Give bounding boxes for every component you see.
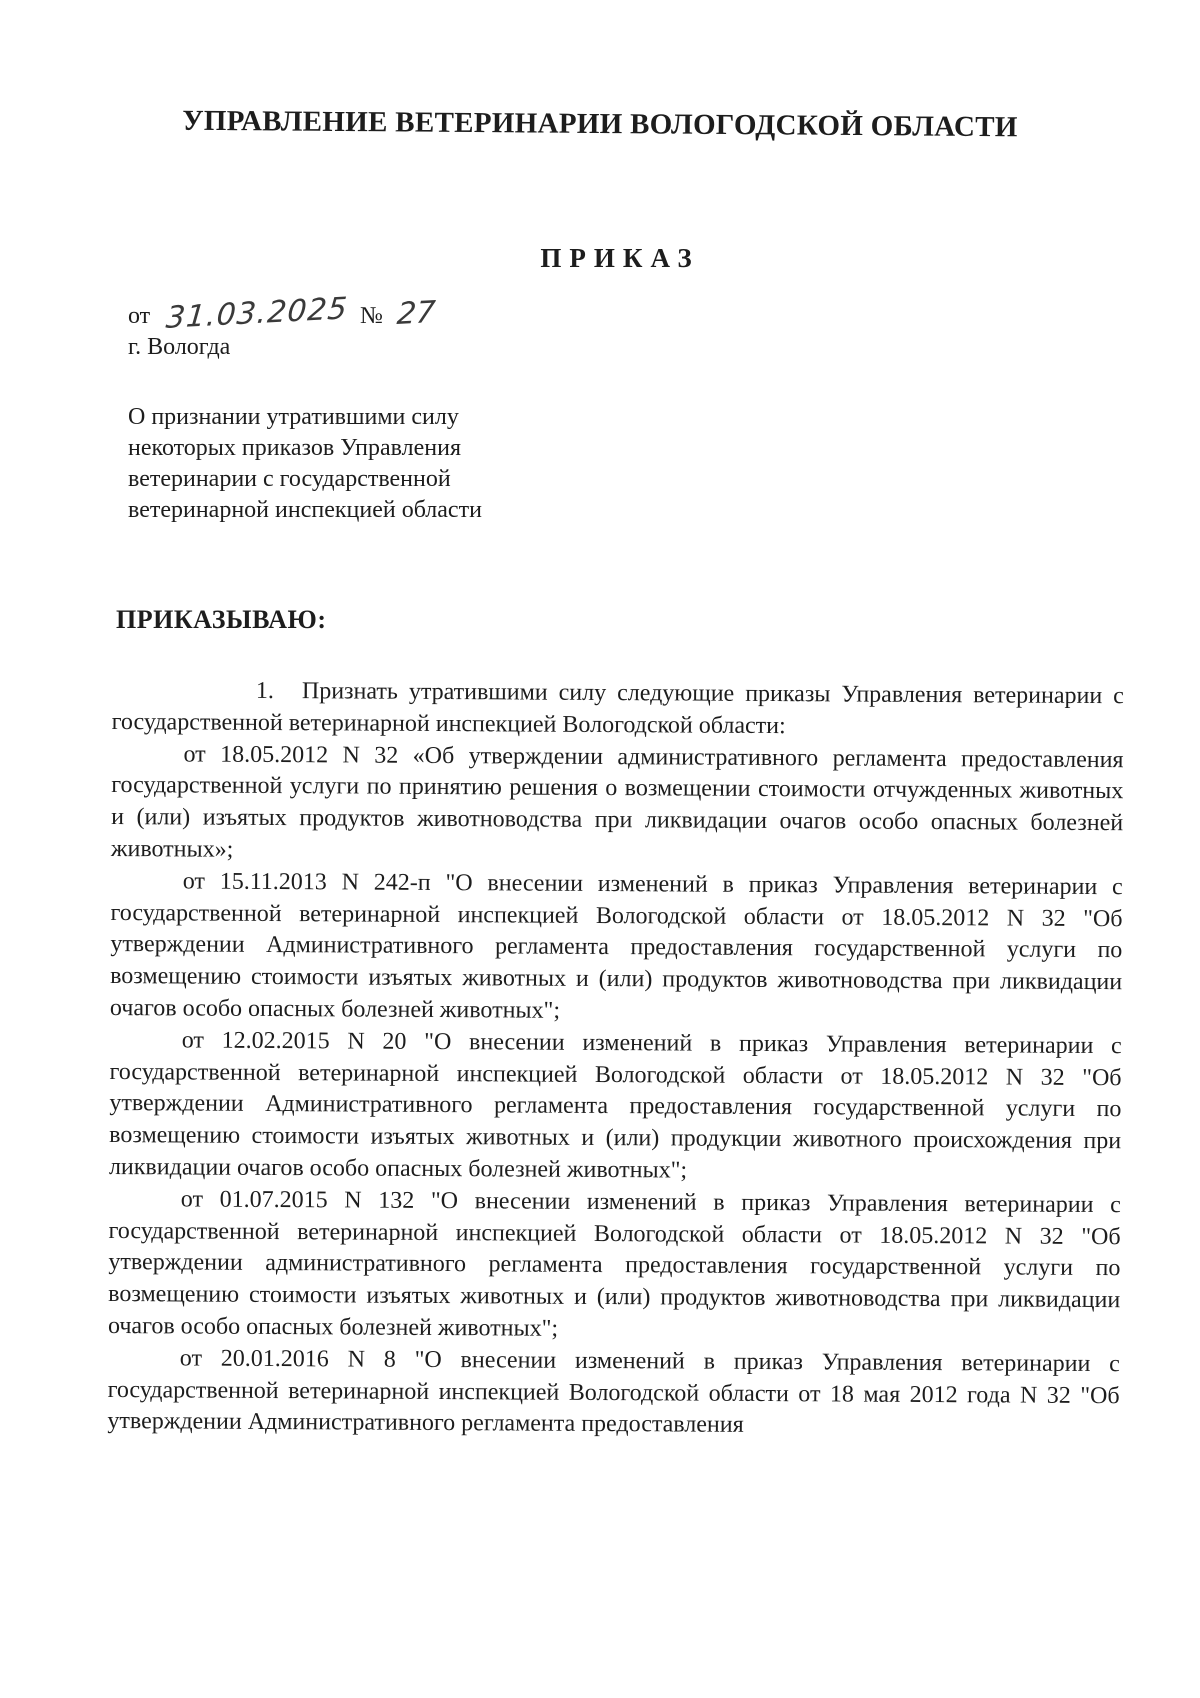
subject-line: ветеринарной инспекцией области (128, 497, 482, 523)
subject-line: ветеринарии с государственной (128, 466, 451, 492)
date-prefix: от (128, 303, 151, 329)
subitem: от 12.02.2015 N 20 "О внесении изменений в приказ Управления ветеринарии с государственной ветеринарной инспекцией Вологодской области от 18.05.2012 N 32 "Об утверждении Административного регламента предоставления государственной услуги по возмещению стоимости изъятых животных и (или) продукции животного происхождения при ликвидации очагов особо опасных болезней животных"; (108, 1027, 1122, 1184)
organization-title: УПРАВЛЕНИЕ ВЕТЕРИНАРИИ ВОЛОГОДСКОЙ ОБЛАСТИ (182, 104, 1018, 144)
item-1-number: 1. (255, 677, 274, 704)
order-word: ПРИКАЗЫВАЮ: (116, 605, 327, 634)
document-subject (128, 402, 588, 526)
date-number-line (128, 291, 437, 336)
subject-line: О признании утратившими силу (128, 404, 459, 430)
number-sign: № (359, 303, 383, 329)
document-type: ПРИКАЗ (540, 243, 700, 273)
handwritten-number: 27 (395, 294, 437, 333)
item-1-text: Признать утратившими силу следующие приказы Управления ветеринарии с государственной ветеринарной инспекцией Вологодской области: (111, 678, 1124, 739)
city: г. Вологда (128, 334, 231, 360)
document-body (107, 675, 1124, 1444)
item-1 (112, 675, 1124, 745)
handwritten-date: 31.03.2025 (164, 291, 350, 336)
subitem: от 18.05.2012 N 32 «Об утверждении административного регламента предоставления государственной услуги по принятию решения о возмещении стоимости отчужденных животных и (или) изъятых продуктов животноводства при ликвидации очагов особо опасных болезней животных»; (110, 741, 1124, 863)
subitem: от 01.07.2015 N 132 "О внесении изменений в приказ Управления ветеринарии с государственной ветеринарной инспекцией Вологодской области от 18.05.2012 N 32 "Об утверждении административного регламента предоставления государственной услуги по возмещению стоимости изъятых животных и (или) продуктов животноводства при ликвидации очагов особо опасных болезней животных"; (107, 1186, 1121, 1342)
subitem: от 15.11.2013 N 242-п "О внесении изменений в приказ Управления ветеринарии с государственной ветеринарной инспекцией Вологодской области от 18.05.2012 N 32 "Об утверждении Административного регламента предоставления государственной услуги по возмещению стоимости изъятых животных и (или) продуктов животноводства при ликвидации очагов особо опасных болезней животных"; (109, 868, 1123, 1024)
subject-line: некоторых приказов Управления (128, 435, 461, 461)
subitem: от 20.01.2016 N 8 "О внесении изменений в приказ Управления ветеринарии с государственной ветеринарной инспекцией Вологодской области от 18 мая 2012 года N 32 "Об утверждении Административного регламента предоставления (107, 1345, 1120, 1439)
